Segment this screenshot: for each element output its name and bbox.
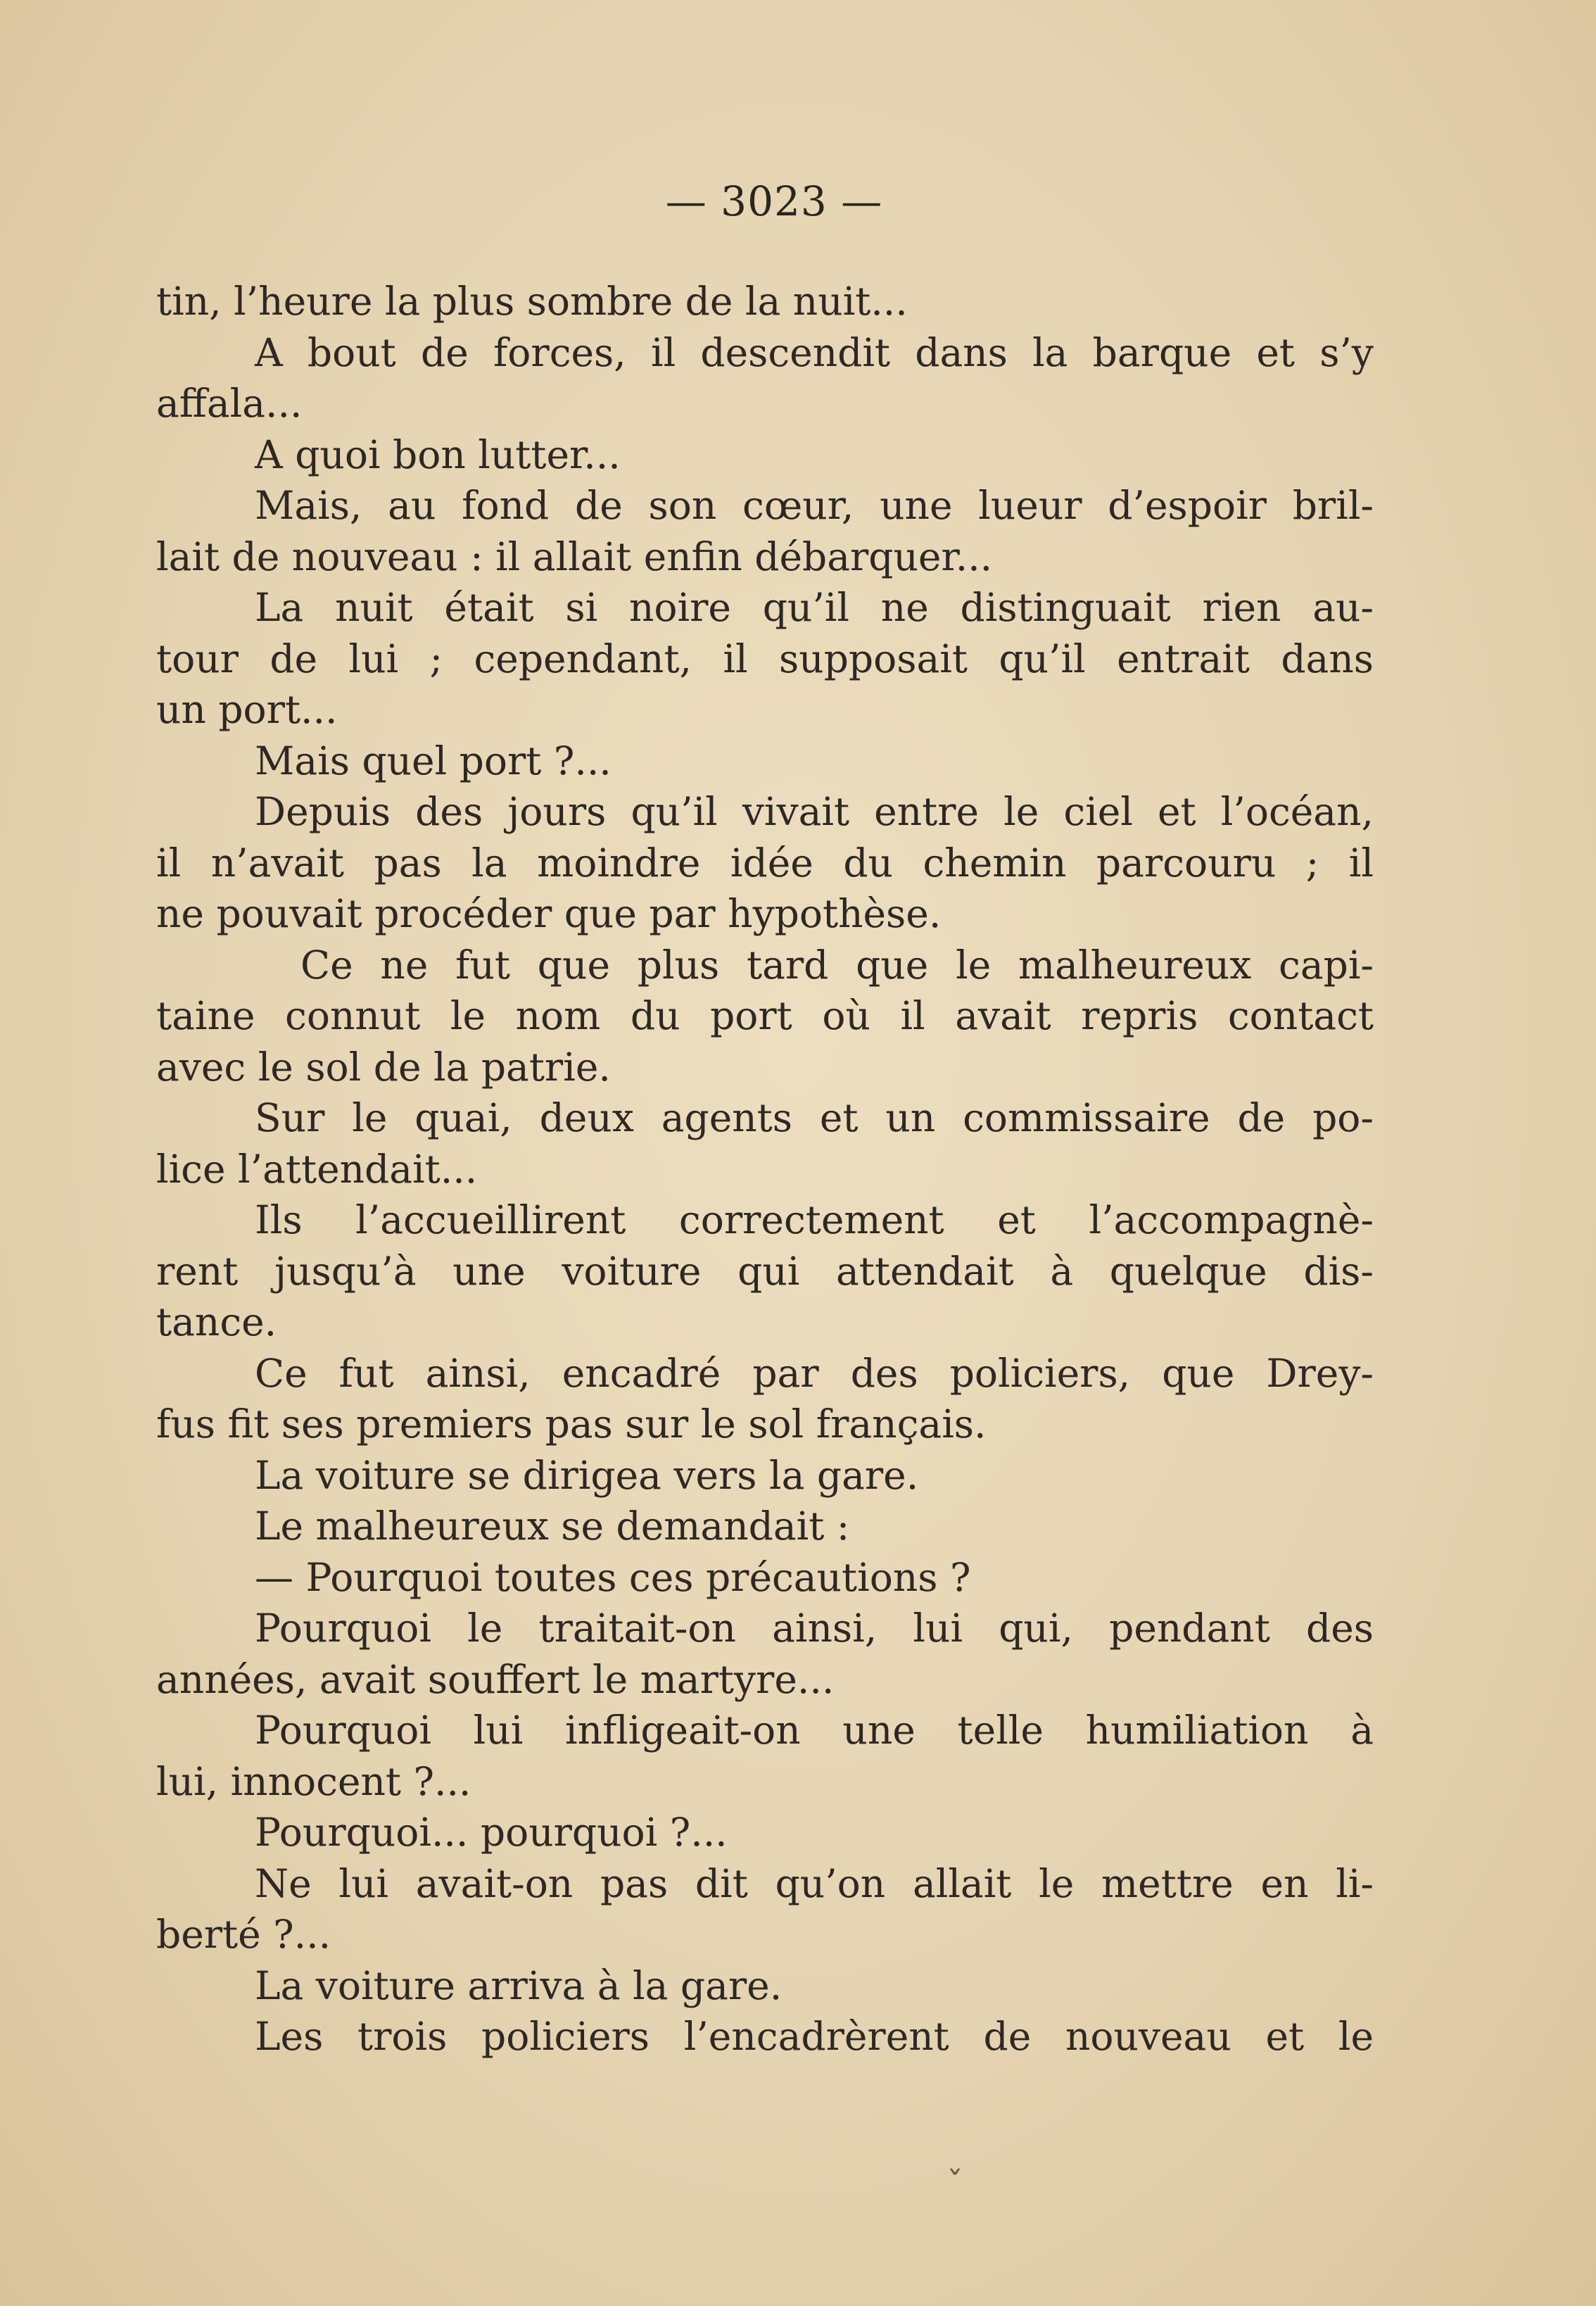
text-line: Ce ne fut que plus tard que le malheureux capi- <box>300 942 1374 988</box>
text-line: A quoi bon lutter... <box>255 431 621 477</box>
text-line: ne pouvait procéder que par hypothèse. <box>156 891 942 936</box>
text-line: A bout de forces, il descendit dans la barque et s’y <box>255 329 1374 375</box>
text-line: Ne lui avait-on pas dit qu’on allait le mettre en li- <box>255 1860 1374 1906</box>
text-line: tance. <box>156 1299 277 1344</box>
text-line: Mais, au fond de son cœur, une lueur d’espoir bril- <box>255 483 1374 528</box>
text-line: rent jusqu’à une voiture qui attendait à quelque dis- <box>156 1248 1374 1294</box>
text-line: Ce fut ainsi, encadré par des policiers, que Drey- <box>255 1350 1374 1396</box>
text-line: fus fit ses premiers pas sur le sol français. <box>156 1401 987 1447</box>
text-line: Sur le quai, deux agents et un commissaire de po- <box>255 1095 1374 1140</box>
page-number: — 3023 — <box>665 177 883 225</box>
text-line: tin, l’heure la plus sombre de la nuit... <box>156 279 908 324</box>
text-line: Pourquoi lui infligeait-on une telle humiliation à <box>255 1708 1374 1753</box>
text-line: affala... <box>156 381 303 426</box>
text-line: La voiture se dirigea vers la gare. <box>255 1452 919 1498</box>
printer-mark-icon: ˇ <box>946 2165 963 2204</box>
text-line: lui, innocent ?... <box>156 1758 471 1804</box>
text-line: La voiture arriva à la gare. <box>255 1962 783 2008</box>
text-line: lice l’attendait... <box>156 1146 478 1192</box>
text-line: il n’avait pas la moindre idée du chemin parcouru ; il <box>156 840 1374 886</box>
text-line: Mais quel port ?... <box>255 738 612 783</box>
text-line: Pourquoi le traitait-on ainsi, lui qui, pendant des <box>255 1606 1374 1651</box>
text-line: Pourquoi... pourquoi ?... <box>255 1810 728 1855</box>
text-line: Ils l’accueillirent correctement et l’accompagnè- <box>255 1197 1374 1242</box>
text-line: — Pourquoi toutes ces précautions ? <box>255 1554 971 1600</box>
text-line: avec le sol de la patrie. <box>156 1044 611 1090</box>
text-line: Les trois policiers l’encadrèrent de nouveau et le <box>255 2014 1374 2059</box>
text-line: tour de lui ; cependant, il supposait qu’il entrait dans <box>156 636 1374 681</box>
text-line: Le malheureux se demandait : <box>255 1504 850 1549</box>
text-line: un port... <box>156 687 338 732</box>
body-text <box>156 276 1374 2062</box>
text-line: Depuis des jours qu’il vivait entre le ciel et l’océan, <box>255 789 1374 834</box>
text-line: taine connut le nom du port où il avait repris contact <box>156 993 1374 1038</box>
text-line: berté ?... <box>156 1912 331 1957</box>
text-line: La nuit était si noire qu’il ne distinguait rien au- <box>255 585 1374 630</box>
text-line: années, avait souffert le martyre... <box>156 1656 835 1702</box>
text-line: lait de nouveau : il allait enfin débarquer... <box>156 534 993 579</box>
